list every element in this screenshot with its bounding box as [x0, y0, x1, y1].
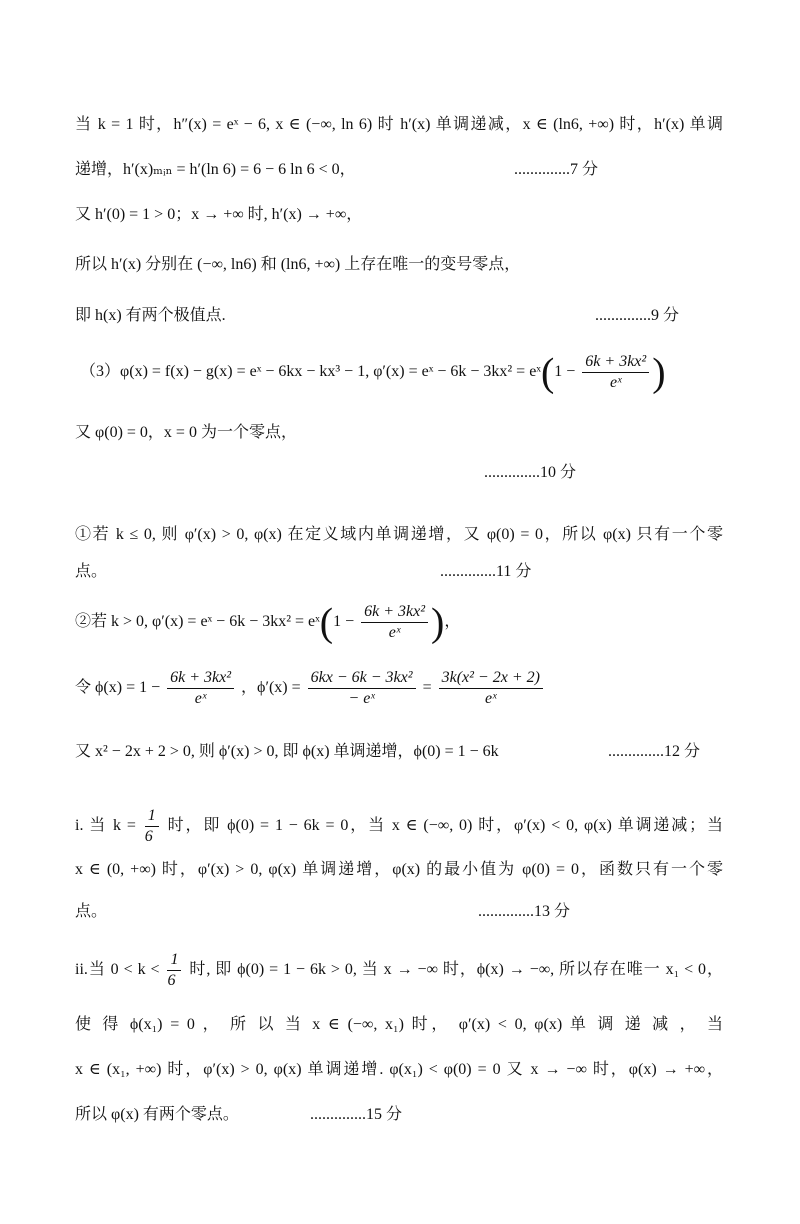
- denominator: 6: [167, 972, 176, 989]
- text-line: ①若 k ≤ 0, 则 φ′(x) > 0, φ(x) 在定义域内单调递增，又 φ(0) = 0，所以 φ(x) 只有一个零: [75, 526, 723, 543]
- formula-text: （3）φ(x) = f(x) − g(x) = eˣ − 6kx − kx³ − 1, φ′(x) = eˣ − 6k − 3kx² = eˣ: [80, 363, 541, 381]
- formula-text: ②若 k > 0, φ′(x) = eˣ − 6k − 3kx² = eˣ: [75, 613, 320, 631]
- scored-line: [75, 159, 598, 181]
- numerator: 6k + 3kx²: [167, 668, 234, 689]
- formula-text: i. 当 k =: [75, 817, 136, 835]
- text-line: 递增，h′(x)ₘᵢₙ = h′(ln 6) = 6 − 6 ln 6 < 0，: [75, 161, 356, 178]
- score-marker: ..............11 分: [440, 563, 532, 580]
- formula-line: [75, 668, 546, 709]
- fraction: [167, 668, 234, 709]
- score-marker: ..............13 分: [478, 903, 571, 920]
- text-line: x ∈ (0, +∞) 时，φ′(x) > 0, φ(x) 单调递增，φ(x) 的最小值为 φ(0) = 0，函数只有一个零: [75, 861, 723, 878]
- numerator: 6k + 3kx²: [582, 352, 649, 373]
- score-marker: ..............10 分: [484, 464, 577, 481]
- fraction: [167, 950, 181, 991]
- scored-line: [75, 901, 570, 923]
- score-marker: ..............9 分: [595, 307, 680, 324]
- text-line: 又 h′(0) = 1 > 0；x → +∞ 时, h′(x) → +∞，: [75, 206, 363, 223]
- scored-line: [75, 1104, 402, 1126]
- denominator: eˣ: [194, 690, 207, 707]
- numerator: 1: [167, 950, 181, 971]
- numerator: 3k(x² − 2x + 2): [439, 668, 543, 689]
- text-line: 所以 h′(x) 分别在 (−∞, ln6) 和 (ln6, +∞) 上存在唯一的变号零点，: [75, 256, 521, 273]
- formula-text: ii.当 0 < k <: [75, 961, 160, 979]
- text-line: 又 x² − 2x + 2 > 0, 则 ϕ′(x) > 0, 即 ϕ(x) 单调递增，ϕ(0) = 1 − 6k: [75, 743, 499, 760]
- fraction: [145, 806, 159, 847]
- text-line: x ∈ (x₁, +∞) 时，φ′(x) > 0, φ(x) 单调递增. φ(x₁) < φ(0) = 0 又 x → −∞ 时，φ(x) → +∞，: [75, 1061, 723, 1078]
- scored-line: [75, 741, 700, 763]
- scored-line: [75, 561, 531, 583]
- formula-line: [75, 806, 723, 847]
- fraction: [308, 668, 416, 709]
- denominator: − eˣ: [348, 690, 375, 707]
- formula-line: [75, 950, 723, 991]
- formula-text: 1 −: [554, 363, 576, 381]
- text-line: 又 φ(0) = 0，x = 0 为一个零点，: [75, 424, 297, 441]
- scored-line: [484, 462, 576, 484]
- score-marker: ..............7 分: [514, 161, 599, 178]
- denominator: eˣ: [609, 374, 622, 391]
- formula-text: =: [422, 679, 432, 697]
- fraction: [439, 668, 543, 709]
- formula-text: 时, 即 ϕ(0) = 1 − 6k > 0, 当 x → −∞ 时，ϕ(x) → −∞, 所以存在唯一 x₁ < 0，: [189, 961, 723, 979]
- formula-text: ，ϕ′(x) =: [241, 679, 301, 697]
- score-marker: ..............12 分: [608, 743, 701, 760]
- text-line: 所以 φ(x) 有两个零点。: [75, 1106, 239, 1123]
- fraction: [582, 352, 649, 393]
- denominator: 6: [144, 828, 153, 845]
- fraction: [361, 602, 428, 643]
- formula-text: 1 −: [333, 613, 355, 631]
- text-line: 使 得 ϕ(x₁) = 0 ， 所 以 当 x ∈ (−∞, x₁) 时， φ′(x) < 0, φ(x) 单 调 递 减 ， 当: [75, 1016, 723, 1033]
- formula-line: （3）φ(x) = f(x) − g(x) = eˣ − 6kx − kx³ − 1, φ′(x) = eˣ − 6k − 3kx² = eˣ(1 − $\frac{\text{6k + 3kx²}}{\text{eˣ}}$ ): [80, 349, 666, 395]
- score-marker: ..............15 分: [310, 1106, 403, 1123]
- text-line: 即 h(x) 有两个极值点.: [75, 307, 226, 324]
- denominator: eˣ: [388, 624, 401, 641]
- numerator: 6k + 3kx²: [361, 602, 428, 623]
- formula-line: ②若 k > 0, φ′(x) = eˣ − 6k − 3kx² = eˣ(1 − $\frac{\text{6k + 3kx²}}{\text{eˣ}}$ )，: [75, 599, 461, 645]
- text-line: 点。: [75, 563, 108, 580]
- text-line: 点。: [75, 903, 108, 920]
- scored-line: [75, 305, 679, 327]
- formula-text: 令 ϕ(x) = 1 −: [75, 679, 161, 697]
- formula-text: 时，即 ϕ(0) = 1 − 6k = 0，当 x ∈ (−∞, 0) 时，φ′(x) < 0, φ(x) 单调递减；当: [167, 817, 724, 835]
- numerator: 1: [145, 806, 159, 827]
- denominator: eˣ: [484, 690, 497, 707]
- text-line: 当 k = 1 时，h″(x) = eˣ − 6, x ∈ (−∞, ln 6) 时 h′(x) 单调递减，x ∈ (ln6, +∞) 时，h′(x) 单调: [75, 116, 723, 133]
- formula-text: ，: [444, 613, 461, 631]
- numerator: 6kx − 6k − 3kx²: [308, 668, 416, 689]
